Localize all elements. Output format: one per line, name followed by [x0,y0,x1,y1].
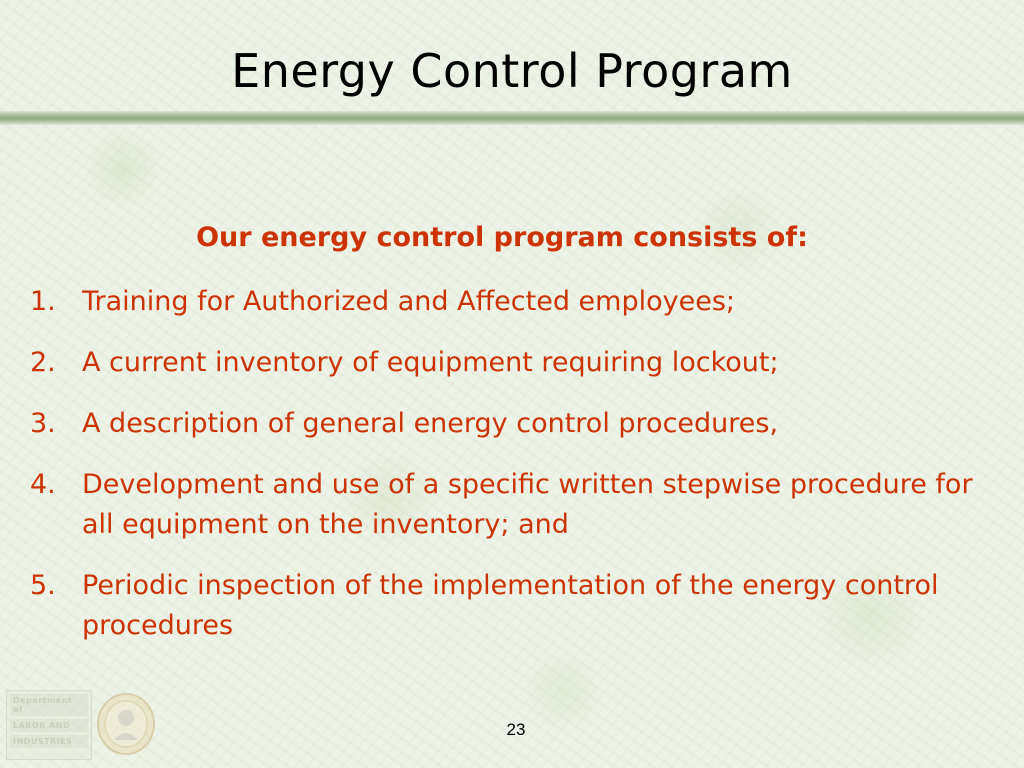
list-item-number: 4. [30,469,56,500]
list-item-number: 2. [30,347,56,378]
list-item [30,566,990,646]
intro-heading: Our energy control program consists of: [196,222,808,253]
list-item-text: Development and use of a specific written stepwise procedure for all equipment on the inventory; and [82,469,973,540]
title-divider [0,111,1024,125]
list-item [30,343,990,383]
list-item [30,465,990,545]
slide-title: Energy Control Program [231,44,793,98]
list-item-text: Periodic inspection of the implementation of the energy control procedures [82,570,939,641]
program-items-list [30,282,990,667]
list-item-text: A description of general energy control procedures, [82,408,779,439]
logo-line: INDUSTRIES [10,735,88,748]
list-item [30,404,990,444]
list-item-number: 5. [30,570,56,601]
list-item-number: 3. [30,408,56,439]
list-item-number: 1. [30,286,56,317]
slide-number: 23 [506,720,526,739]
logo-line: Department of [10,694,88,716]
logo-line: LABOR AND [10,719,88,732]
list-item [30,282,990,322]
list-item-text: Training for Authorized and Affected employees; [82,286,735,317]
list-item-text: A current inventory of equipment requiring lockout; [82,347,779,378]
